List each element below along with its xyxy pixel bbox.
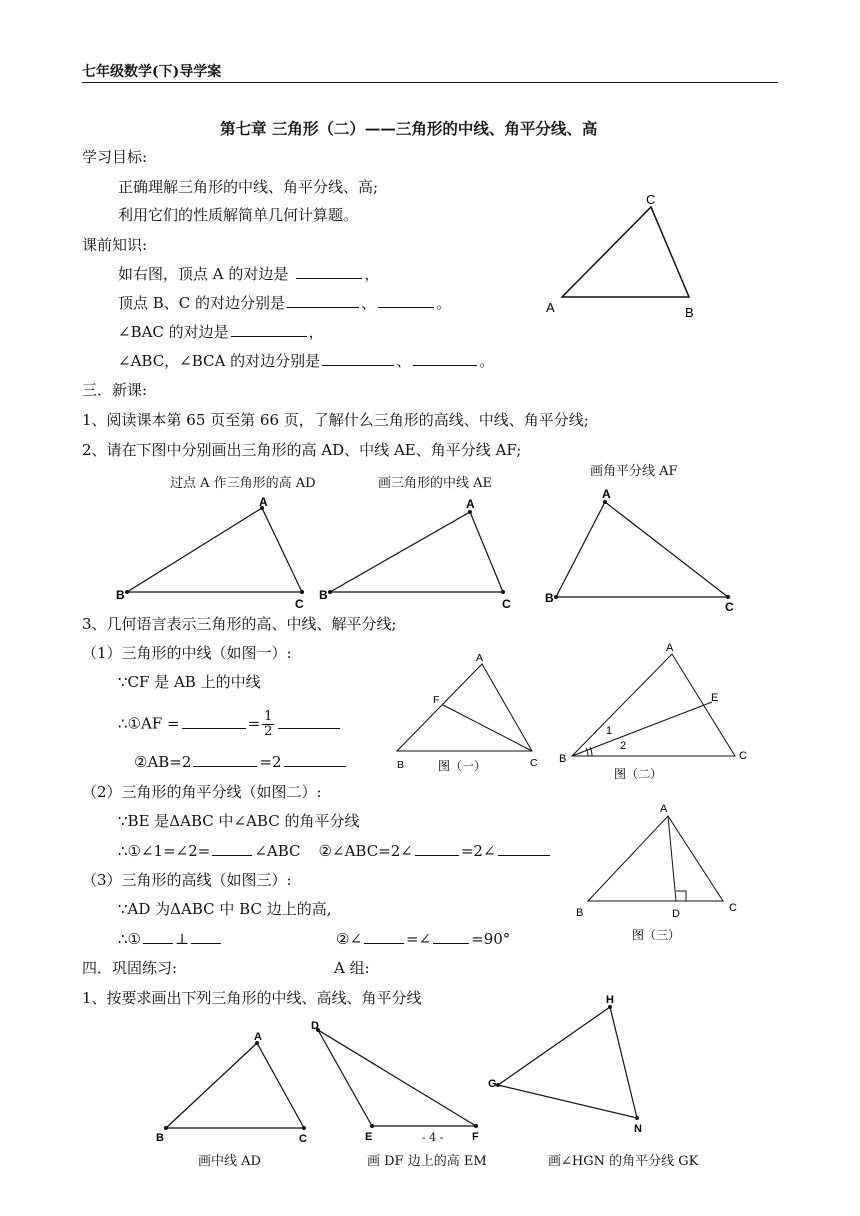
vertex-label: B	[576, 907, 584, 919]
vertex-label: A	[666, 642, 674, 654]
vertex-label: D	[672, 908, 680, 920]
step-3: 3、几何语言表示三角形的高、中线、解平分线;	[82, 615, 397, 633]
vertex-label: H	[606, 994, 614, 1006]
vertex-label: E	[365, 1131, 373, 1143]
math-text: ②∠ABC=2∠	[318, 842, 413, 860]
fraction-numerator: 1	[264, 709, 273, 724]
math-text: =	[247, 714, 261, 733]
altitude-given: ∵AD 为ΔABC 中 BC 边上的高,	[118, 900, 332, 918]
vertex-label: G	[488, 1078, 497, 1090]
step-2: 2、请在下图中分别画出三角形的高 AD、中线 AE、角平分线 AF;	[82, 441, 522, 459]
part-2-heading: （2）三角形的角平分线（如图二）:	[82, 783, 322, 801]
vertex-label: C	[530, 757, 538, 769]
vertex-label: C	[299, 1133, 307, 1145]
vertex-label: A	[254, 1031, 262, 1043]
math-text: ②AB=2	[134, 753, 192, 771]
angle-mark: 2	[620, 740, 627, 752]
triangle-practice-altitude[interactable]	[318, 1030, 476, 1126]
vertex-dot	[328, 590, 332, 594]
figure-caption: 图（一）	[438, 759, 487, 773]
math-text: ∠ABC	[254, 842, 301, 860]
practice-heading: 四．巩固练习:	[82, 959, 178, 977]
triangle-draw-altitude[interactable]	[127, 508, 302, 592]
prior-text: ∠ABC，∠BCA 的对边分别是	[118, 352, 321, 370]
triangle-draw-median[interactable]	[330, 512, 503, 592]
vertex-dot	[496, 1083, 500, 1087]
prior-text: ，	[308, 323, 324, 341]
vertex-dot	[501, 590, 505, 594]
practice-q1: 1、按要求画出下列三角形的中线、高线、角平分线	[82, 989, 422, 1007]
vertex-label: B	[559, 753, 567, 765]
vertex-label: C	[729, 902, 737, 914]
median-given: ∵CF 是 AB 上的中线	[118, 673, 261, 691]
vertex-label: B	[116, 588, 125, 602]
figure-caption: 图（二）	[614, 767, 663, 781]
prior-text: ∠BAC 的对边是	[118, 323, 229, 341]
prior-heading: 课前知识:	[82, 236, 148, 254]
triangle-outline	[562, 207, 689, 297]
goals-heading: 学习目标:	[82, 148, 148, 166]
vertex-label: C	[502, 597, 511, 611]
prior-text: 。	[479, 352, 495, 370]
math-text: ②∠	[336, 930, 363, 948]
vertex-dot	[726, 595, 730, 599]
figure-two	[572, 654, 735, 756]
vertex-label: C	[739, 750, 747, 762]
figure-caption: 图（三）	[632, 928, 681, 942]
vertex-dot	[300, 590, 304, 594]
vertex-label: B	[685, 305, 694, 320]
vertex-label: F	[433, 694, 440, 706]
practice-caption: 画中线 AD	[198, 1154, 261, 1169]
triangle-practice-bisector[interactable]	[498, 1007, 637, 1118]
vertex-label: B	[319, 588, 328, 602]
draw-caption: 画角平分线 AF	[590, 464, 678, 479]
vertex-dot	[302, 1126, 306, 1130]
practice-caption: 画∠HGN 的角平分线 GK	[548, 1154, 699, 1169]
vertex-label: A	[546, 300, 555, 315]
step-1: 1、阅读课本第 65 页至第 66 页，了解什么三角形的高线、中线、角平分线;	[82, 411, 589, 429]
vertex-dot	[635, 1116, 639, 1120]
prior-text: ，	[364, 265, 380, 283]
math-text: ∴①	[118, 930, 141, 948]
draw-caption: 过点 A 作三角形的高 AD	[170, 476, 316, 491]
vertex-label: A	[660, 803, 668, 815]
newlesson-heading: 三．新课:	[82, 381, 148, 399]
triangle-draw-bisector[interactable]	[556, 502, 728, 597]
math-text: =∠	[406, 930, 432, 948]
math-text: =90°	[471, 930, 511, 948]
math-text: ∴①AF =	[118, 714, 180, 733]
practice-group: A 组:	[334, 959, 370, 977]
vertex-dot	[125, 590, 129, 594]
vertex-label: C	[295, 597, 304, 611]
vertex-label: A	[466, 497, 475, 511]
page-title: 第七章 三角形（二）——三角形的中线、角平分线、高	[220, 119, 598, 138]
prior-text: 顶点 B、C 的对边分别是	[118, 294, 286, 312]
vertex-label: E	[711, 692, 719, 704]
vertex-label: B	[545, 591, 554, 605]
vertex-label: B	[397, 759, 405, 771]
page-header: 七年级数学(下)导学案	[82, 64, 222, 80]
vertex-label: A	[259, 495, 268, 509]
vertex-label: F	[472, 1131, 479, 1143]
vertex-dot	[164, 1126, 168, 1130]
goal-item: 正确理解三角形的中线、角平分线、高;	[118, 178, 379, 196]
bisector-given: ∵BE 是ΔABC 中∠ABC 的角平分线	[118, 812, 360, 830]
vertex-dot	[474, 1124, 478, 1128]
math-text: =2∠	[460, 842, 496, 860]
math-text: =2	[259, 753, 282, 771]
draw-caption: 画三角形的中线 AE	[378, 476, 493, 491]
fraction-denominator: 2	[264, 724, 273, 739]
vertex-label: C	[725, 600, 734, 614]
figure-three	[588, 816, 723, 901]
page-number: - 4 -	[422, 1131, 444, 1144]
vertex-label: D	[311, 1020, 319, 1032]
vertex-dot	[370, 1124, 374, 1128]
part-1-heading: （1）三角形的中线（如图一）:	[82, 644, 292, 662]
triangle-practice-median[interactable]	[166, 1043, 304, 1128]
triangle-abc-prior	[562, 207, 689, 297]
figure-one	[397, 664, 532, 751]
angle-mark: 1	[606, 725, 613, 737]
prior-text: 。	[436, 294, 452, 312]
prior-text: 如右图，顶点 A 的对边是	[118, 265, 289, 283]
vertex-label: B	[156, 1132, 164, 1144]
practice-caption: 画 DF 边上的高 EM	[367, 1154, 487, 1169]
vertex-label: C	[646, 192, 656, 207]
vertex-dot	[554, 595, 558, 599]
part-3-heading: （3）三角形的高线（如图三）:	[82, 871, 292, 889]
goal-item: 利用它们的性质解简单几何计算题。	[118, 206, 359, 224]
math-text: ⊥	[175, 930, 190, 948]
vertex-label: A	[602, 487, 611, 501]
vertex-label: A	[476, 652, 484, 664]
math-text: ∴①∠1=∠2=	[118, 842, 211, 860]
prior-text: 、	[396, 352, 412, 370]
vertex-label: N	[634, 1123, 642, 1135]
prior-text: 、	[361, 294, 377, 312]
